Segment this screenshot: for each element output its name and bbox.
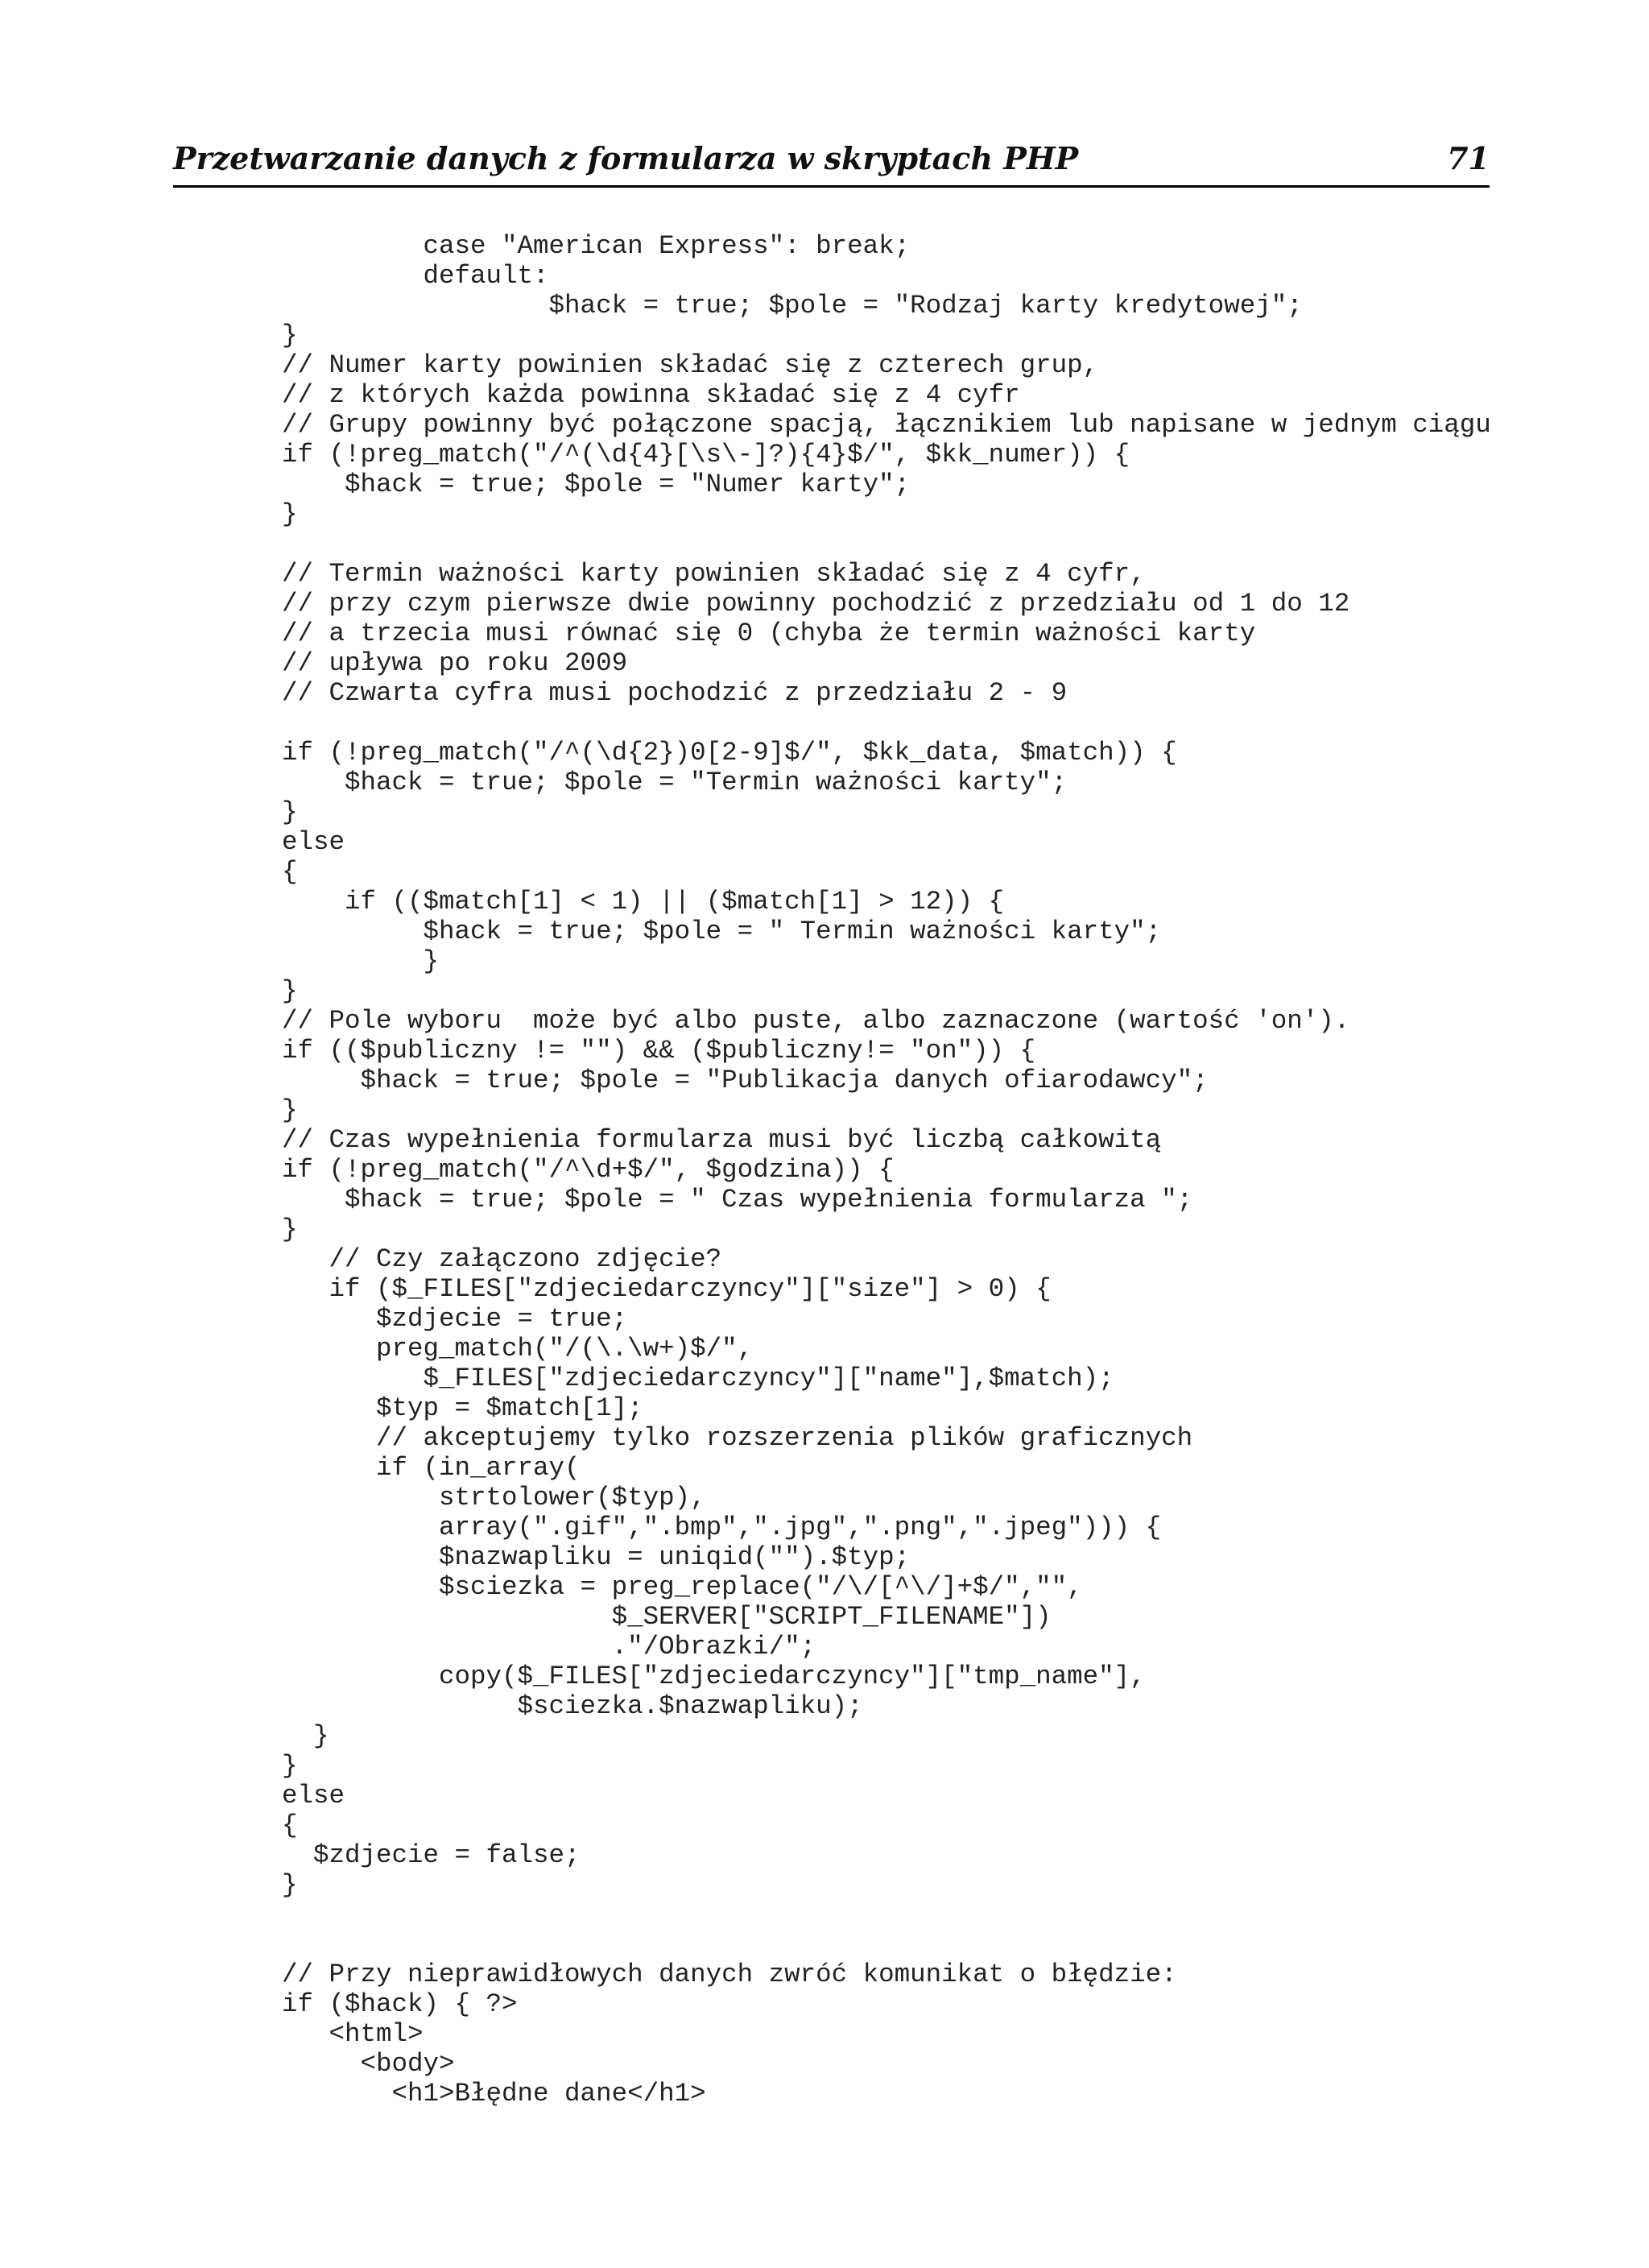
code-line: [282, 708, 1538, 738]
code-line: ."/Obrazki/";: [282, 1632, 816, 1662]
code-line: else: [282, 827, 345, 857]
code-line: $hack = true; $pole = " Czas wypełnienia formularza ";: [282, 1185, 1193, 1215]
code-line: // Czas wypełnienia formularza musi być liczbą całkowitą: [282, 1125, 1162, 1155]
code-line: if (!preg_match("/^\d+$/", $godzina)) {: [282, 1155, 895, 1185]
page-number: 71: [1447, 140, 1490, 176]
code-line: if ($_FILES["zdjeciedarczyncy"]["size"] > 0) {: [282, 1274, 1052, 1304]
code-line: else: [282, 1781, 345, 1811]
code-line: $_FILES["zdjeciedarczyncy"]["name"],$match);: [282, 1364, 1114, 1393]
code-line: }: [282, 797, 298, 827]
code-line: }: [282, 499, 298, 529]
code-line: }: [282, 1095, 298, 1125]
page-header: [173, 137, 1490, 188]
code-line: }: [282, 946, 440, 976]
code-line: $_SERVER["SCRIPT_FILENAME"]): [282, 1602, 1052, 1632]
code-line: // a trzecia musi równać się 0 (chyba że termin ważności karty: [282, 619, 1256, 648]
code-line: $hack = true; $pole = "Numer karty";: [282, 470, 911, 499]
code-line: {: [282, 857, 298, 887]
code-line: <html>: [282, 2019, 424, 2049]
code-line: }: [282, 1751, 298, 1781]
code-line: {: [282, 1811, 298, 1840]
code-line: [282, 529, 1538, 559]
code-line: // Czy załączono zdjęcie?: [282, 1244, 722, 1274]
code-line: if (($publiczny != "") && ($publiczny!= "on")) {: [282, 1036, 1036, 1066]
running-title: Przetwarzanie danych z formularza w skryptach PHP: [173, 140, 1079, 176]
code-line: copy($_FILES["zdjeciedarczyncy"]["tmp_name"],: [282, 1662, 1146, 1691]
code-line: strtolower($typ),: [282, 1483, 706, 1513]
code-line: $hack = true; $pole = "Termin ważności karty";: [282, 768, 1068, 797]
code-line: // z których każda powinna składać się z 4 cyfr: [282, 380, 1020, 410]
code-line: }: [282, 1721, 329, 1751]
code-line: default:: [282, 261, 549, 291]
code-line: // Czwarta cyfra musi pochodzić z przedziału 2 - 9: [282, 678, 1068, 708]
code-line: // przy czym pierwsze dwie powinny pochodzić z przedziału od 1 do 12: [282, 589, 1350, 619]
code-line: // upływa po roku 2009: [282, 648, 628, 678]
code-line: // Termin ważności karty powinien składać się z 4 cyfr,: [282, 559, 1146, 589]
code-listing: [282, 231, 1538, 2109]
code-line: [282, 1930, 1538, 1960]
code-line: }: [282, 321, 298, 350]
code-line: if (!preg_match("/^(\d{2})0[2-9]$/", $kk_data, $match)) {: [282, 738, 1177, 768]
code-line: // akceptujemy tylko rozszerzenia plików graficznych: [282, 1423, 1193, 1453]
code-line: <body>: [282, 2049, 455, 2079]
code-line: $nazwapliku = uniqid("").$typ;: [282, 1542, 911, 1572]
code-line: if (in_array(: [282, 1453, 581, 1483]
code-line: // Pole wyboru może być albo puste, albo zaznaczone (wartość 'on').: [282, 1006, 1350, 1036]
code-line: if (($match[1] < 1) || ($match[1] > 12)) {: [282, 887, 1005, 917]
code-line: }: [282, 1870, 298, 1900]
code-line: }: [282, 1215, 298, 1244]
code-line: if ($hack) { ?>: [282, 1989, 518, 2019]
code-line: if (!preg_match("/^(\d{4}[\s\-]?){4}$/", $kk_numer)) {: [282, 440, 1130, 470]
code-line: // Grupy powinny być połączone spacją, łącznikiem lub napisane w jednym ciągu: [282, 410, 1491, 440]
code-line: <h1>Błędne dane</h1>: [282, 2079, 706, 2109]
code-line: $zdjecie = true;: [282, 1304, 628, 1334]
code-line: $sciezka = preg_replace("/\/[^\/]+$/","",: [282, 1572, 1083, 1602]
code-line: $typ = $match[1];: [282, 1393, 643, 1423]
code-line: preg_match("/(\.\w+)$/",: [282, 1334, 754, 1364]
code-line: }: [282, 976, 298, 1006]
code-line: $sciezka.$nazwapliku);: [282, 1691, 863, 1721]
code-line: $hack = true; $pole = " Termin ważności karty";: [282, 917, 1162, 946]
code-line: case "American Express": break;: [282, 231, 911, 261]
code-line: $hack = true; $pole = "Rodzaj karty kredytowej";: [282, 291, 1303, 321]
code-line: // Numer karty powinien składać się z czterech grup,: [282, 350, 1099, 380]
code-line: $zdjecie = false;: [282, 1840, 581, 1870]
code-line: array(".gif",".bmp",".jpg",".png",".jpeg"))) {: [282, 1513, 1162, 1542]
code-line: // Przy nieprawidłowych danych zwróć komunikat o błędzie:: [282, 1960, 1177, 1989]
code-line: [282, 1900, 1538, 1930]
code-line: $hack = true; $pole = "Publikacja danych ofiarodawcy";: [282, 1066, 1209, 1095]
